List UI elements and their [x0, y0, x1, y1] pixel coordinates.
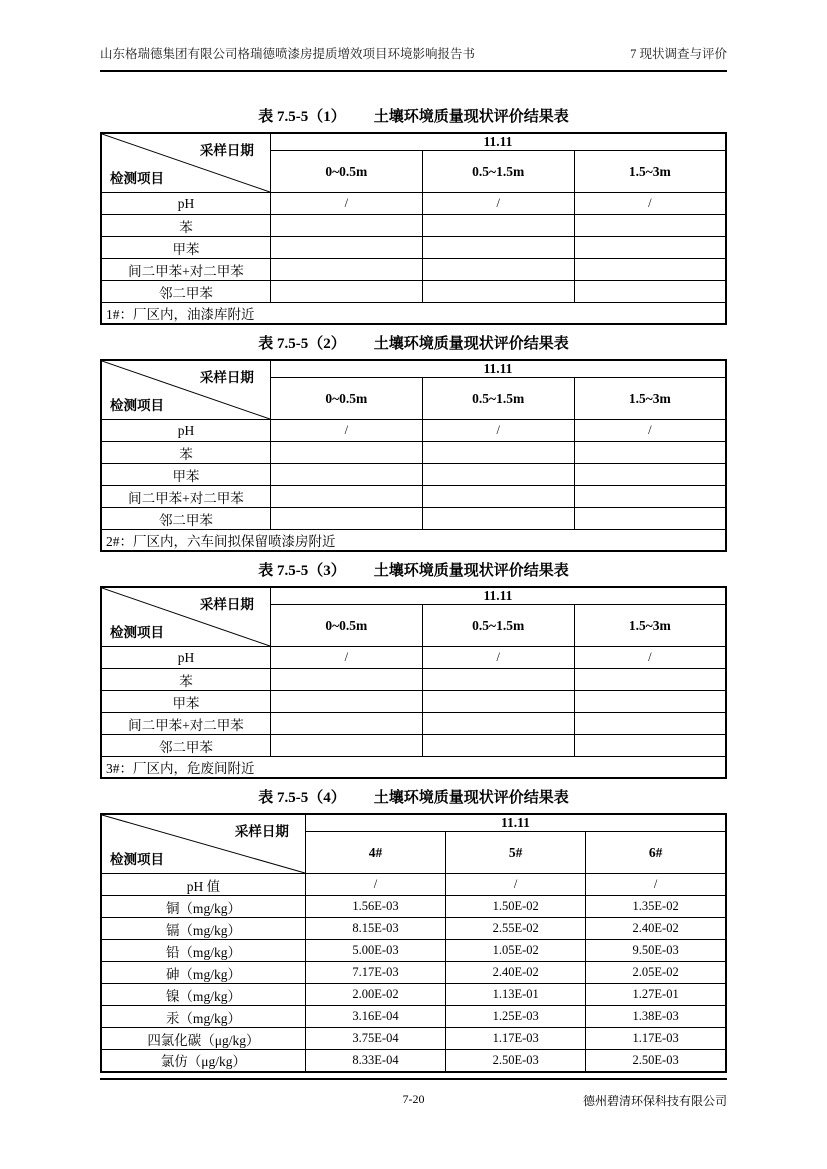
date-header-cell: 11.11	[270, 587, 726, 605]
page-footer	[100, 1078, 727, 1108]
table-title-number: 表 7.5-5（3）	[258, 563, 346, 579]
cell-value	[422, 281, 574, 303]
cell-value: 8.15E-03	[305, 918, 445, 940]
cell-value: 1.50E-02	[446, 896, 586, 918]
header-right-text: 7 现状调查与评价	[630, 47, 727, 61]
soil-table-block	[100, 335, 727, 552]
column-header: 0~0.5m	[270, 378, 422, 420]
table-row	[101, 647, 726, 669]
row-label: pH	[101, 420, 270, 442]
cell-value	[574, 281, 726, 303]
soil-table	[100, 359, 727, 552]
table-row	[101, 508, 726, 530]
column-header: 1.5~3m	[574, 605, 726, 647]
cell-value: /	[270, 420, 422, 442]
row-label: 甲苯	[101, 691, 270, 713]
row-label: 镉（mg/kg）	[101, 918, 305, 940]
column-header: 4#	[305, 832, 445, 874]
footer-divider	[100, 1078, 727, 1080]
corner-header-cell	[101, 360, 270, 420]
cell-value: 1.17E-03	[446, 1028, 586, 1050]
cell-value	[574, 508, 726, 530]
row-label: pH	[101, 193, 270, 215]
table-row	[101, 713, 726, 735]
cell-value	[574, 237, 726, 259]
cell-value	[270, 237, 422, 259]
corner-label-sampling-date: 采样日期	[199, 370, 254, 385]
row-label: 铜（mg/kg）	[101, 896, 305, 918]
row-label: 苯	[101, 669, 270, 691]
cell-value: 1.13E-01	[446, 984, 586, 1006]
corner-label-sampling-date: 采样日期	[234, 824, 289, 839]
table-row	[101, 420, 726, 442]
cell-value: 7.17E-03	[305, 962, 445, 984]
cell-value	[270, 442, 422, 464]
note-row	[101, 530, 726, 552]
table-row	[101, 984, 726, 1006]
table-title-text: 土壤环境质量现状评价结果表	[373, 790, 569, 806]
table-row	[101, 237, 726, 259]
cell-value	[422, 713, 574, 735]
cell-value: 2.50E-03	[446, 1050, 586, 1072]
column-header: 0.5~1.5m	[422, 605, 574, 647]
cell-value	[270, 691, 422, 713]
cell-value: 2.40E-02	[446, 962, 586, 984]
note-text: 2#：厂区内，六车间拟保留喷漆房附近	[101, 530, 726, 552]
table-row	[101, 962, 726, 984]
table-row	[101, 691, 726, 713]
table-row	[101, 874, 726, 896]
column-header: 0~0.5m	[270, 605, 422, 647]
cell-value	[270, 735, 422, 757]
note-row	[101, 303, 726, 325]
cell-value	[270, 259, 422, 281]
row-label: 氯仿（μg/kg）	[101, 1050, 305, 1072]
corner-label-test-item: 检测项目	[110, 171, 164, 186]
table-row	[101, 259, 726, 281]
cell-value	[270, 508, 422, 530]
cell-value: 1.27E-01	[586, 984, 726, 1006]
cell-value: /	[574, 420, 726, 442]
cell-value	[574, 691, 726, 713]
cell-value	[574, 464, 726, 486]
table-row	[101, 464, 726, 486]
table-row	[101, 193, 726, 215]
cell-value: /	[422, 420, 574, 442]
cell-value	[574, 442, 726, 464]
row-label: 苯	[101, 442, 270, 464]
cell-value	[574, 669, 726, 691]
cell-value: 5.00E-03	[305, 940, 445, 962]
row-label: 砷（mg/kg）	[101, 962, 305, 984]
table-title-number: 表 7.5-5（1）	[258, 109, 346, 125]
cell-value: 1.05E-02	[446, 940, 586, 962]
table-title-text: 土壤环境质量现状评价结果表	[373, 563, 569, 579]
cell-value	[270, 215, 422, 237]
cell-value	[574, 735, 726, 757]
cell-value: /	[422, 193, 574, 215]
table-row	[101, 1006, 726, 1028]
table-row	[101, 1028, 726, 1050]
cell-value	[422, 442, 574, 464]
table-title	[100, 108, 727, 126]
cell-value: 2.55E-02	[446, 918, 586, 940]
cell-value	[422, 237, 574, 259]
corner-label-sampling-date: 采样日期	[199, 143, 254, 158]
row-label: pH	[101, 647, 270, 669]
cell-value	[574, 215, 726, 237]
row-label: pH 值	[101, 874, 305, 896]
row-label: 间二甲苯+对二甲苯	[101, 486, 270, 508]
table-row	[101, 896, 726, 918]
row-label: 间二甲苯+对二甲苯	[101, 259, 270, 281]
header-left-text: 山东格瑞德集团有限公司格瑞德喷漆房提质增效项目环境影响报告书	[100, 47, 476, 61]
cell-value	[422, 486, 574, 508]
footer-company-name: 德州碧清环保科技有限公司	[582, 1094, 727, 1108]
note-text: 1#：厂区内，油漆库附近	[101, 303, 726, 325]
cell-value: 1.17E-03	[586, 1028, 726, 1050]
cell-value: 3.16E-04	[305, 1006, 445, 1028]
cell-value: 1.38E-03	[586, 1006, 726, 1028]
corner-header-cell	[101, 587, 270, 647]
date-header-cell: 11.11	[305, 814, 726, 832]
column-header: 6#	[586, 832, 726, 874]
corner-label-test-item: 检测项目	[110, 398, 164, 413]
row-label: 镍（mg/kg）	[101, 984, 305, 1006]
cell-value: 1.25E-03	[446, 1006, 586, 1028]
cell-value	[270, 669, 422, 691]
cell-value	[422, 464, 574, 486]
cell-value: 9.50E-03	[586, 940, 726, 962]
cell-value	[574, 486, 726, 508]
cell-value: 1.35E-02	[586, 896, 726, 918]
cell-value: 2.05E-02	[586, 962, 726, 984]
column-header: 5#	[446, 832, 586, 874]
page-header	[100, 46, 727, 62]
note-text: 3#：厂区内，危废间附近	[101, 757, 726, 779]
cell-value	[574, 713, 726, 735]
soil-table	[100, 132, 727, 325]
row-label: 间二甲苯+对二甲苯	[101, 713, 270, 735]
corner-label-test-item: 检测项目	[110, 625, 164, 640]
row-label: 甲苯	[101, 237, 270, 259]
cell-value: /	[305, 874, 445, 896]
page-number: 7-20	[402, 1092, 425, 1106]
cell-value	[422, 691, 574, 713]
cell-value: /	[574, 647, 726, 669]
corner-label-sampling-date: 采样日期	[199, 597, 254, 612]
table-title	[100, 789, 727, 807]
table-title-text: 土壤环境质量现状评价结果表	[373, 336, 569, 352]
corner-header-cell	[101, 814, 305, 874]
table-title	[100, 335, 727, 353]
table-row	[101, 486, 726, 508]
cell-value	[422, 215, 574, 237]
column-header: 0.5~1.5m	[422, 378, 574, 420]
cell-value	[270, 281, 422, 303]
column-header: 0~0.5m	[270, 151, 422, 193]
row-label: 四氯化碳（μg/kg）	[101, 1028, 305, 1050]
corner-label-test-item: 检测项目	[110, 852, 164, 867]
cell-value	[270, 464, 422, 486]
cell-value: /	[270, 193, 422, 215]
soil-table-block	[100, 108, 727, 325]
cell-value	[422, 259, 574, 281]
table-row	[101, 735, 726, 757]
tables-container	[100, 108, 727, 1073]
date-header-cell: 11.11	[270, 133, 726, 151]
table-row	[101, 281, 726, 303]
cell-value	[270, 486, 422, 508]
cell-value: 2.40E-02	[586, 918, 726, 940]
cell-value: 2.00E-02	[305, 984, 445, 1006]
row-label: 邻二甲苯	[101, 735, 270, 757]
table-title-text: 土壤环境质量现状评价结果表	[373, 109, 569, 125]
cell-value: /	[422, 647, 574, 669]
row-label: 邻二甲苯	[101, 281, 270, 303]
cell-value: 3.75E-04	[305, 1028, 445, 1050]
table-row	[101, 669, 726, 691]
row-label: 汞（mg/kg）	[101, 1006, 305, 1028]
corner-header-cell	[101, 133, 270, 193]
column-header: 1.5~3m	[574, 151, 726, 193]
column-header: 1.5~3m	[574, 378, 726, 420]
cell-value: /	[586, 874, 726, 896]
table-title-number: 表 7.5-5（4）	[258, 790, 346, 806]
soil-table	[100, 586, 727, 779]
cell-value	[270, 713, 422, 735]
cell-value	[422, 735, 574, 757]
row-label: 铅（mg/kg）	[101, 940, 305, 962]
note-row	[101, 757, 726, 779]
cell-value: /	[574, 193, 726, 215]
table-row	[101, 1050, 726, 1072]
cell-value: 8.33E-04	[305, 1050, 445, 1072]
table-row	[101, 940, 726, 962]
header-divider	[100, 70, 727, 72]
cell-value: 2.50E-03	[586, 1050, 726, 1072]
soil-table	[100, 813, 727, 1073]
row-label: 甲苯	[101, 464, 270, 486]
cell-value	[422, 508, 574, 530]
table-title-number: 表 7.5-5（2）	[258, 336, 346, 352]
table-row	[101, 215, 726, 237]
cell-value: /	[270, 647, 422, 669]
date-header-cell: 11.11	[270, 360, 726, 378]
cell-value	[574, 259, 726, 281]
cell-value: /	[446, 874, 586, 896]
row-label: 邻二甲苯	[101, 508, 270, 530]
column-header: 0.5~1.5m	[422, 151, 574, 193]
cell-value: 1.56E-03	[305, 896, 445, 918]
row-label: 苯	[101, 215, 270, 237]
soil-table-block	[100, 562, 727, 779]
table-title	[100, 562, 727, 580]
table-row	[101, 442, 726, 464]
table-row	[101, 918, 726, 940]
soil-table-block	[100, 789, 727, 1073]
cell-value	[422, 669, 574, 691]
